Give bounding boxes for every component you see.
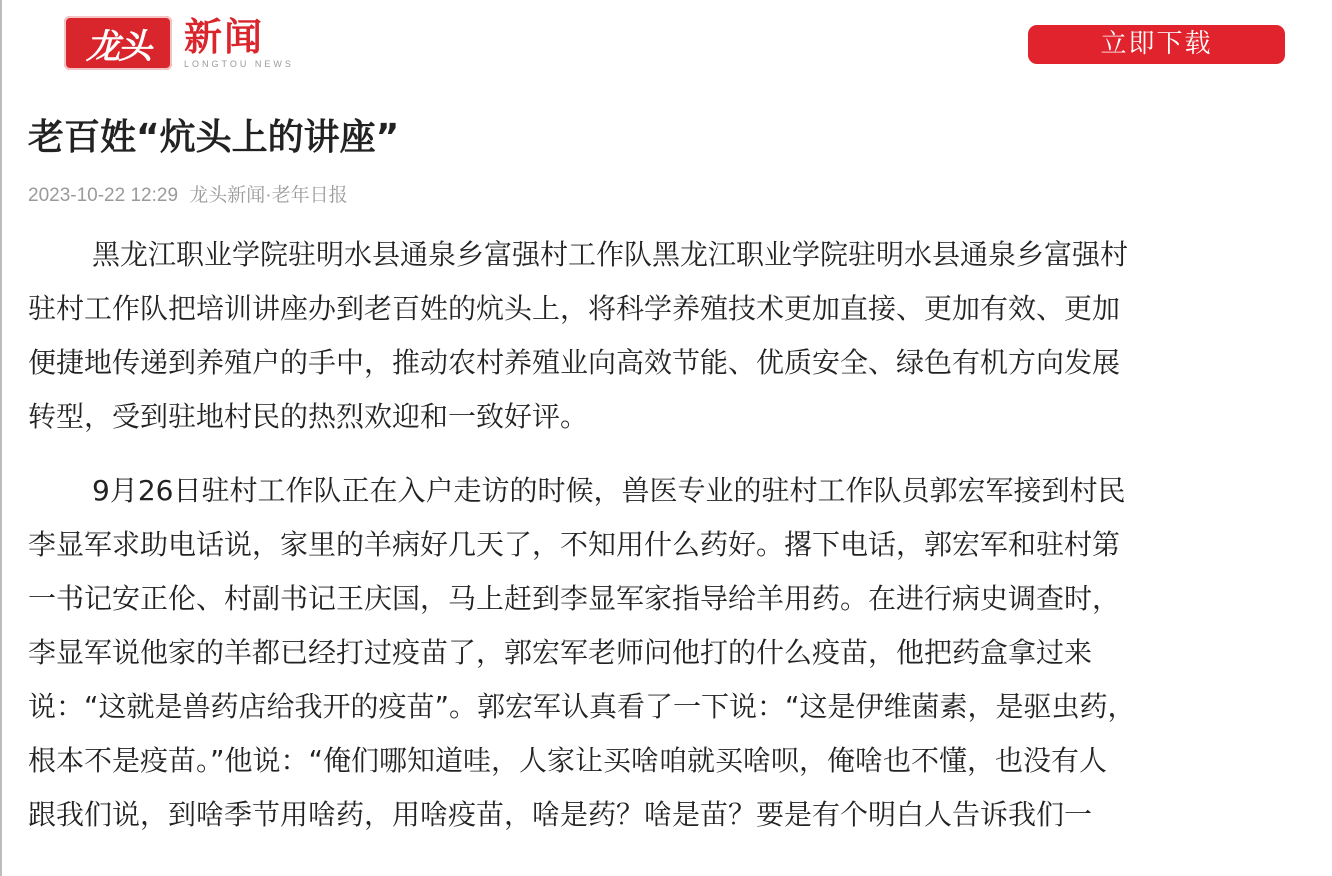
paragraph-line: 一书记安正伦、村副书记王庆国，马上赶到李显军家指导给羊用药。在进行病史调查时， [28, 582, 1121, 615]
paragraph-line: 跟我们说，到啥季节用啥药，用啥疫苗，啥是药？啥是苗？要是有个明白人告诉我们一 [28, 798, 1093, 831]
paragraph-line: 李显军说他家的羊都已经打过疫苗了，郭宏军老师问他打的什么疫苗，他把药盒拿过来 [28, 636, 1093, 669]
download-app-button[interactable]: 立即下载 [1028, 25, 1285, 64]
logo-cn-text: 新闻 [184, 15, 265, 59]
logo-wordmark [184, 17, 294, 69]
paragraph-line: 转型，受到驻地村民的热烈欢迎和一致好评。 [28, 400, 589, 433]
paragraph-line: 黑龙江职业学院驻明水县通泉乡富强村工作队黑龙江职业学院驻明水县通泉乡富强村 [92, 238, 1129, 271]
paragraph-line: 说：“这就是兽药店给我开的疫苗”。郭宏军认真看了一下说：“这是伊维菌素，是驱虫药， [28, 690, 1136, 723]
page-left-border [0, 0, 2, 876]
paragraph-line: 驻村工作队把培训讲座办到老百姓的炕头上，将科学养殖技术更加直接、更加有效、更加 [28, 292, 1121, 325]
longtou-news-logo[interactable] [64, 14, 294, 72]
article-paragraph [28, 228, 1318, 444]
article-date: 2023-10-22 12:29 [28, 185, 179, 206]
logo-en-text: LONGTOU NEWS [184, 59, 294, 69]
article-body [28, 228, 1318, 862]
paragraph-line: 9月26日驻村工作队正在入户走访的时候，兽医专业的驻村工作队员郭宏军接到村民 [92, 474, 1126, 507]
article-title: 老百姓“炕头上的讲座” [28, 117, 400, 158]
logo-mark-text: 龙头 [86, 26, 150, 67]
paragraph-line: 便捷地传递到养殖户的手中，推动农村养殖业向高效节能、优质安全、绿色有机方向发展 [28, 346, 1121, 379]
article-paragraph [28, 464, 1318, 842]
paragraph-line: 李显军求助电话说，家里的羊病好几天了，不知用什么药好。撂下电话，郭宏军和驻村第 [28, 528, 1121, 561]
paragraph-line: 根本不是疫苗。”他说：“俺们哪知道哇，人家让买啥咱就买啥呗，俺啥也不懂，也没有人 [28, 744, 1108, 777]
article-source[interactable]: 龙头新闻·老年日报 [189, 185, 348, 206]
site-header [0, 0, 1332, 90]
logo-seal [64, 16, 172, 70]
article-meta [28, 182, 348, 210]
